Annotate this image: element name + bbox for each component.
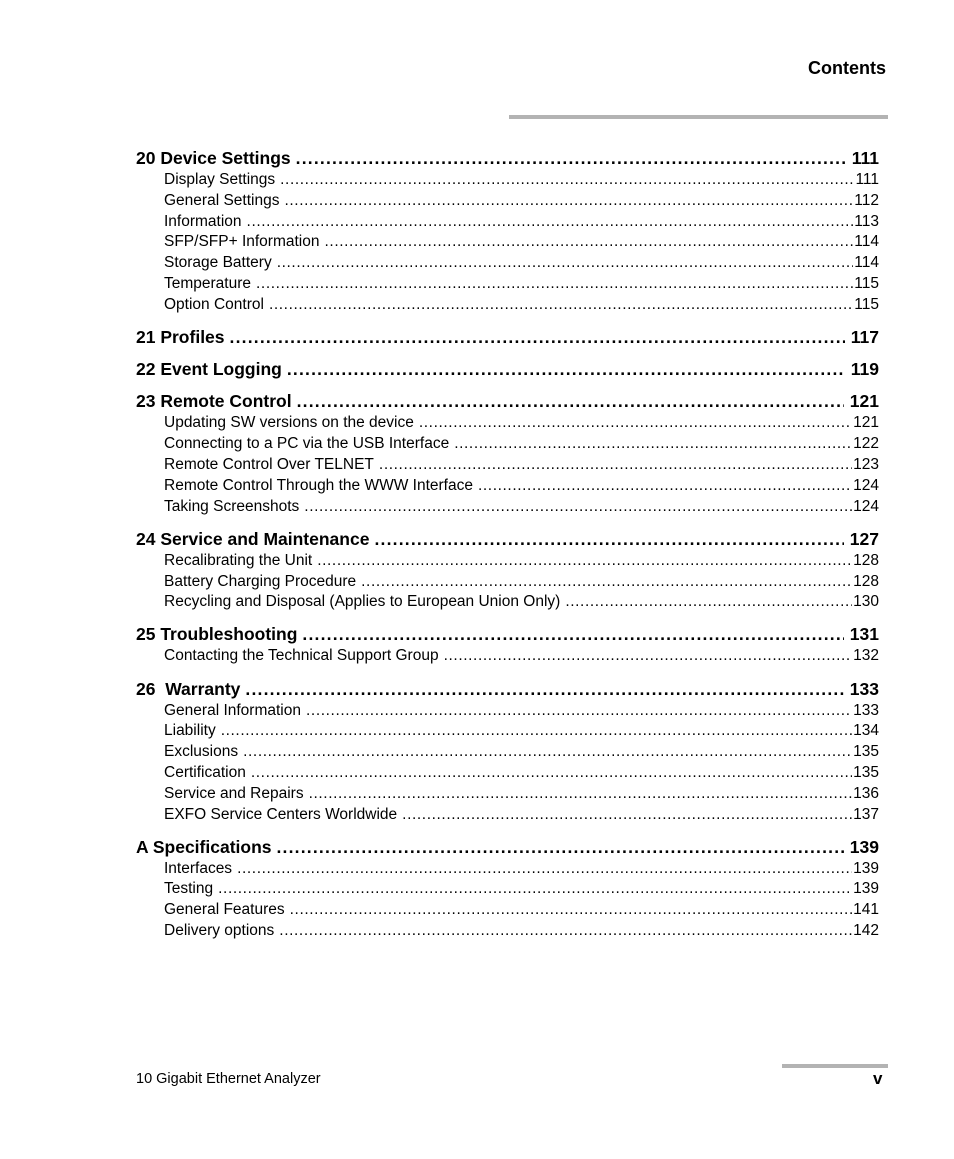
toc-entry-title: Delivery options	[164, 922, 275, 939]
toc-entry-page: 135	[853, 763, 879, 781]
dot-leader	[374, 528, 843, 550]
toc-entry-title: Display Settings	[164, 171, 276, 188]
toc-entry-title: EXFO Service Centers Worldwide	[164, 805, 398, 823]
toc-entry[interactable]	[136, 476, 879, 497]
toc-entry[interactable]	[136, 212, 879, 233]
toc-entry-page: 130	[853, 593, 879, 611]
dot-leader	[379, 455, 852, 476]
toc-entry-title: Updating SW versions on the device	[164, 414, 414, 432]
toc-entry-title: General Settings	[164, 191, 280, 209]
toc-entry[interactable]	[136, 701, 879, 722]
dot-leader	[279, 921, 852, 942]
toc-entry-page: 132	[853, 647, 879, 665]
dot-leader	[269, 295, 853, 316]
table-of-contents	[136, 147, 879, 942]
toc-entry[interactable]	[136, 646, 879, 667]
toc-entry-page: 124	[853, 476, 879, 494]
dot-leader	[304, 497, 852, 518]
toc-entry-page: 128	[853, 572, 879, 590]
toc-entry-title: General Features	[164, 901, 285, 919]
toc-chapter-page: 121	[849, 391, 879, 412]
toc-entry[interactable]	[136, 170, 879, 191]
toc-chapter-title: 25 Troubleshooting	[136, 624, 298, 645]
toc-entry[interactable]	[136, 921, 879, 942]
toc-entry-page: 136	[853, 784, 879, 802]
toc-chapter-title: 24 Service and Maintenance	[136, 528, 370, 549]
toc-chapter-page: 127	[849, 528, 879, 549]
toc-entry[interactable]	[136, 900, 879, 921]
dot-leader	[454, 434, 852, 455]
header-divider	[509, 115, 888, 119]
toc-entry-page: 142	[853, 922, 879, 939]
toc-entry-title: Remote Control Through the WWW Interface	[164, 476, 473, 494]
dot-leader	[280, 170, 854, 191]
toc-entry-title: Testing	[164, 880, 214, 898]
toc-entry-title: Exclusions	[164, 743, 239, 761]
toc-entry-title: Taking Screenshots	[164, 497, 300, 515]
toc-entry-title: Contacting the Technical Support Group	[164, 647, 439, 665]
page-title: Contents	[808, 58, 886, 78]
dot-leader	[243, 742, 852, 763]
toc-entry[interactable]	[136, 434, 879, 455]
toc-entry-page: 112	[854, 191, 879, 209]
toc-entry-page: 133	[853, 701, 879, 719]
dot-leader	[247, 212, 854, 233]
toc-entry-page: 128	[853, 551, 879, 569]
dot-leader	[419, 413, 852, 434]
toc-entry-page: 114	[854, 254, 879, 272]
toc-entry-page: 139	[853, 880, 879, 898]
toc-chapter-title: 21 Profiles	[136, 326, 225, 347]
toc-entry[interactable]	[136, 253, 879, 274]
toc-chapter-page: 131	[849, 624, 879, 645]
dot-leader	[361, 572, 852, 593]
toc-chapter[interactable]	[136, 528, 879, 550]
footer-product-name: 10 Gigabit Ethernet Analyzer	[136, 1071, 321, 1087]
toc-entry-page: 135	[853, 743, 879, 761]
toc-chapter-page: 111	[851, 148, 879, 168]
dot-leader	[302, 623, 843, 645]
toc-chapter-title: 23 Remote Control	[136, 391, 292, 412]
toc-chapter-title: 20 Device Settings	[136, 148, 291, 168]
dot-leader	[230, 326, 845, 348]
toc-entry[interactable]	[136, 879, 879, 900]
toc-chapter-page: 139	[849, 836, 879, 857]
footer-divider	[782, 1064, 888, 1068]
dot-leader	[237, 859, 852, 880]
dot-leader	[284, 191, 853, 212]
dot-leader	[297, 390, 844, 412]
toc-entry-title: Liability	[164, 722, 216, 740]
toc-entry-page: 137	[853, 805, 879, 823]
toc-entry[interactable]	[136, 859, 879, 880]
toc-entry[interactable]	[136, 572, 879, 593]
toc-entry-title: Recycling and Disposal (Applies to European Union Only)	[164, 593, 561, 611]
dot-leader	[444, 646, 853, 667]
dot-leader	[221, 721, 852, 742]
toc-entry-page: 123	[853, 456, 879, 474]
toc-entry[interactable]	[136, 191, 879, 212]
toc-entry-title: Temperature	[164, 274, 252, 292]
toc-chapter-title: 26 Warranty	[136, 678, 241, 699]
toc-chapter[interactable]	[136, 390, 879, 412]
toc-chapter[interactable]	[136, 147, 879, 169]
footer-page-number: v	[873, 1069, 883, 1088]
toc-entry-page: 139	[853, 859, 879, 877]
dot-leader	[565, 592, 852, 613]
toc-entry-page: 113	[854, 212, 879, 230]
dot-leader	[277, 253, 854, 274]
toc-entry[interactable]	[136, 763, 879, 784]
toc-entry[interactable]	[136, 455, 879, 476]
toc-chapter[interactable]	[136, 326, 879, 348]
dot-leader	[306, 701, 852, 722]
toc-entry-page: 124	[853, 497, 879, 515]
toc-entry-page: 115	[854, 274, 879, 292]
toc-chapter[interactable]	[136, 678, 879, 700]
toc-entry-page: 134	[853, 722, 879, 740]
toc-entry[interactable]	[136, 742, 879, 763]
dot-leader	[402, 805, 852, 826]
toc-entry-title: General Information	[164, 701, 301, 719]
toc-entry-title: Remote Control Over TELNET	[164, 456, 374, 474]
toc-entry-title: Certification	[164, 763, 246, 781]
dot-leader	[296, 147, 846, 169]
toc-entry[interactable]	[136, 232, 879, 253]
toc-entry-title: Battery Charging Procedure	[164, 572, 357, 590]
toc-entry[interactable]	[136, 413, 879, 434]
dot-leader	[309, 784, 853, 805]
toc-chapter-title: A Specifications	[136, 836, 272, 857]
dot-leader	[287, 358, 845, 380]
toc-entry-page: 121	[853, 414, 879, 432]
toc-entry-title: Service and Repairs	[164, 784, 304, 802]
toc-entry[interactable]	[136, 805, 879, 826]
toc-entry[interactable]	[136, 592, 879, 613]
toc-entry-title: Storage Battery	[164, 254, 272, 272]
toc-entry-page: 122	[853, 435, 879, 453]
toc-entry[interactable]	[136, 551, 879, 572]
dot-leader	[251, 763, 852, 784]
dot-leader	[277, 836, 844, 858]
toc-entry-page: 115	[854, 295, 879, 313]
toc-entry-title: Interfaces	[164, 859, 233, 877]
toc-entry[interactable]	[136, 497, 879, 518]
toc-entry-title: Recalibrating the Unit	[164, 551, 313, 569]
toc-entry-title: Connecting to a PC via the USB Interface	[164, 435, 450, 453]
dot-leader	[256, 274, 853, 295]
toc-entry[interactable]	[136, 721, 879, 742]
dot-leader	[290, 900, 853, 921]
dot-leader	[245, 678, 843, 700]
dot-leader	[218, 879, 852, 900]
toc-entry-page: 141	[853, 901, 879, 919]
toc-entry-title: SFP/SFP+ Information	[164, 233, 320, 251]
dot-leader	[317, 551, 852, 572]
toc-chapter[interactable]	[136, 836, 879, 858]
toc-chapter-page: 119	[850, 359, 879, 380]
toc-entry-title: Option Control	[164, 295, 264, 313]
toc-chapter-page: 133	[849, 678, 879, 699]
dot-leader	[478, 476, 852, 497]
dot-leader	[325, 232, 854, 253]
toc-entry[interactable]	[136, 274, 879, 295]
toc-chapter-title: 22 Event Logging	[136, 359, 282, 380]
toc-chapter[interactable]	[136, 358, 879, 380]
toc-entry-title: Information	[164, 212, 242, 230]
toc-entry[interactable]	[136, 295, 879, 316]
toc-chapter-page: 117	[850, 326, 879, 347]
toc-entry[interactable]	[136, 784, 879, 805]
toc-entry-page: 111	[855, 171, 879, 188]
toc-entry-page: 114	[854, 233, 879, 251]
toc-chapter[interactable]	[136, 623, 879, 645]
